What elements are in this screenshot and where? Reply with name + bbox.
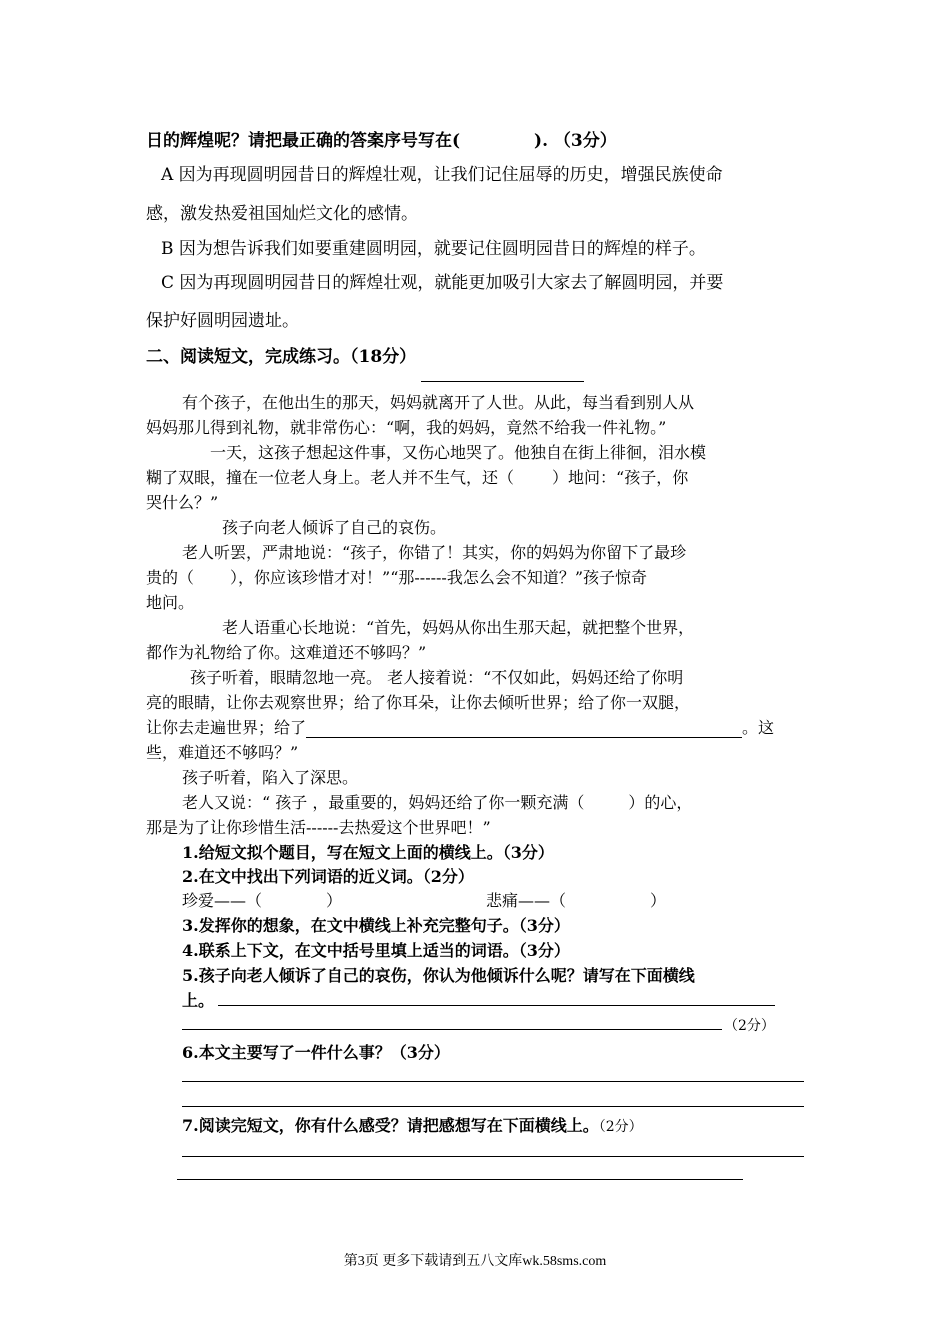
section-heading: 二、阅读短文，完成练习。（18分） — [146, 347, 417, 367]
fill-sentence-line[interactable] — [306, 718, 742, 738]
question-5-score: （2分） — [724, 1018, 775, 1034]
synonym-end: ） — [326, 891, 343, 910]
passage-line — [146, 565, 647, 588]
passage-text: ）地问：“孩子，你 — [552, 468, 689, 487]
answer-line[interactable] — [182, 1156, 804, 1157]
question-7-line — [182, 1113, 643, 1136]
passage-line: 孩子听着，陷入了深思。 — [182, 768, 359, 787]
option-a-line1: A 因为再现圆明园昔日的辉煌壮观，让我们记住屈辱的历史，增强民族使命 — [161, 165, 723, 185]
question-1: 1.给短文拟个题目，写在短文上面的横线上。（3分） — [182, 843, 554, 862]
option-c-line1: C 因为再现圆明园昔日的辉煌壮观，就能更加吸引大家去了解圆明园，并要 — [161, 273, 724, 293]
passage-line: 都作为礼物给了你。这难道还不够吗？” — [146, 643, 427, 662]
passage-line: 地问。 — [146, 593, 195, 612]
question-5: 5.孩子向老人倾诉了自己的哀伤，你认为他倾诉什么呢？请写在下面横线 — [182, 966, 695, 985]
passage-line: 孩子向老人倾诉了自己的哀伤。 — [222, 518, 447, 537]
question-7: 7.阅读完短文，你有什么感受？请把感想写在下面横线上。 — [182, 1116, 599, 1135]
question-5-cont: 上。 — [182, 991, 215, 1010]
passage-text: 。这 — [742, 718, 775, 737]
passage-line: 那是为了让你珍惜生活------去热爱这个世界吧！” — [146, 818, 491, 837]
passage-text: 让你去走遍世界；给了 — [146, 718, 307, 737]
title-answer-line[interactable] — [421, 381, 584, 382]
passage-line: 一天，这孩子想起这件事，又伤心地哭了。他独自在街上徘徊，泪水模 — [210, 443, 707, 462]
question-6: 6.本文主要写了一件什么事？（3分） — [182, 1043, 450, 1062]
option-a-line2: 感，激发热爱祖国灿烂文化的感情。 — [146, 204, 418, 224]
question-4: 4.联系上下文，在文中括号里填上适当的词语。（3分） — [182, 941, 570, 960]
answer-line[interactable] — [177, 1179, 743, 1180]
page-footer: 第3页 更多下载请到五八文库wk.58sms.com — [343, 1254, 607, 1269]
passage-text: 糊了双眼，撞在一位老人身上。老人并不生气，还（ — [146, 468, 515, 487]
answer-line[interactable] — [182, 1106, 804, 1107]
passage-line: 孩子听着，眼睛忽地一亮。 老人接着说：“不仅如此，妈妈还给了你明 — [190, 668, 684, 687]
question-3: 3.发挥你的想象，在文中横线上补充完整句子。（3分） — [182, 916, 570, 935]
question-2: 2.在文中找出下列词语的近义词。（2分） — [182, 867, 474, 886]
synonym-item-2 — [486, 888, 666, 911]
q-intro-score: ). （3分） — [534, 131, 617, 151]
synonym-end: ） — [650, 891, 667, 910]
answer-line[interactable] — [182, 1029, 722, 1030]
passage-line: 老人语重心长地说：“首先，妈妈从你出生那天起，就把整个世界， — [222, 618, 695, 637]
passage-line — [146, 715, 774, 738]
answer-line[interactable] — [182, 1081, 804, 1082]
synonym-label: 珍爱——（ — [182, 891, 263, 910]
passage-line: 老人听罢，严肃地说：“孩子，你错了！其实，你的妈妈为你留下了最珍 — [182, 543, 687, 562]
passage-text: 贵的（ — [146, 568, 195, 587]
answer-line[interactable] — [218, 1005, 775, 1006]
passage-text: ）的心， — [628, 793, 693, 812]
passage-line: 有个孩子，在他出生的那天，妈妈就离开了人世。从此，每当看到别人从 — [182, 393, 695, 412]
passage-line: 哭什么？” — [146, 493, 219, 512]
passage-text: 老人又说：“ 孩子 ，最重要的，妈妈还给了你一颗充满（ — [182, 793, 585, 812]
synonym-item-1 — [182, 888, 342, 911]
passage-line: 些，难道还不够吗？” — [146, 743, 299, 762]
passage-line — [182, 790, 692, 813]
synonym-label: 悲痛——（ — [486, 891, 567, 910]
passage-line: 亮的眼睛，让你去观察世界；给了你耳朵，让你去倾听世界；给了你一双腿， — [146, 693, 691, 712]
option-c-line2: 保护好圆明园遗址。 — [146, 311, 299, 331]
q-intro-text: 日的辉煌呢？请把最正确的答案序号写在( — [146, 131, 461, 151]
q-intro-line — [146, 126, 617, 151]
question-7-score: （2分） — [598, 1119, 643, 1135]
passage-line — [146, 465, 688, 488]
option-b: B 因为想告诉我们如要重建圆明园，就要记住圆明园昔日的辉煌的样子。 — [161, 239, 706, 259]
passage-text: ），你应该珍惜才对！”“那------我怎么会不知道？”孩子惊奇 — [230, 568, 647, 587]
passage-line: 妈妈那儿得到礼物，就非常伤心：“啊，我的妈妈，竟然不给我一件礼物。” — [146, 418, 667, 437]
